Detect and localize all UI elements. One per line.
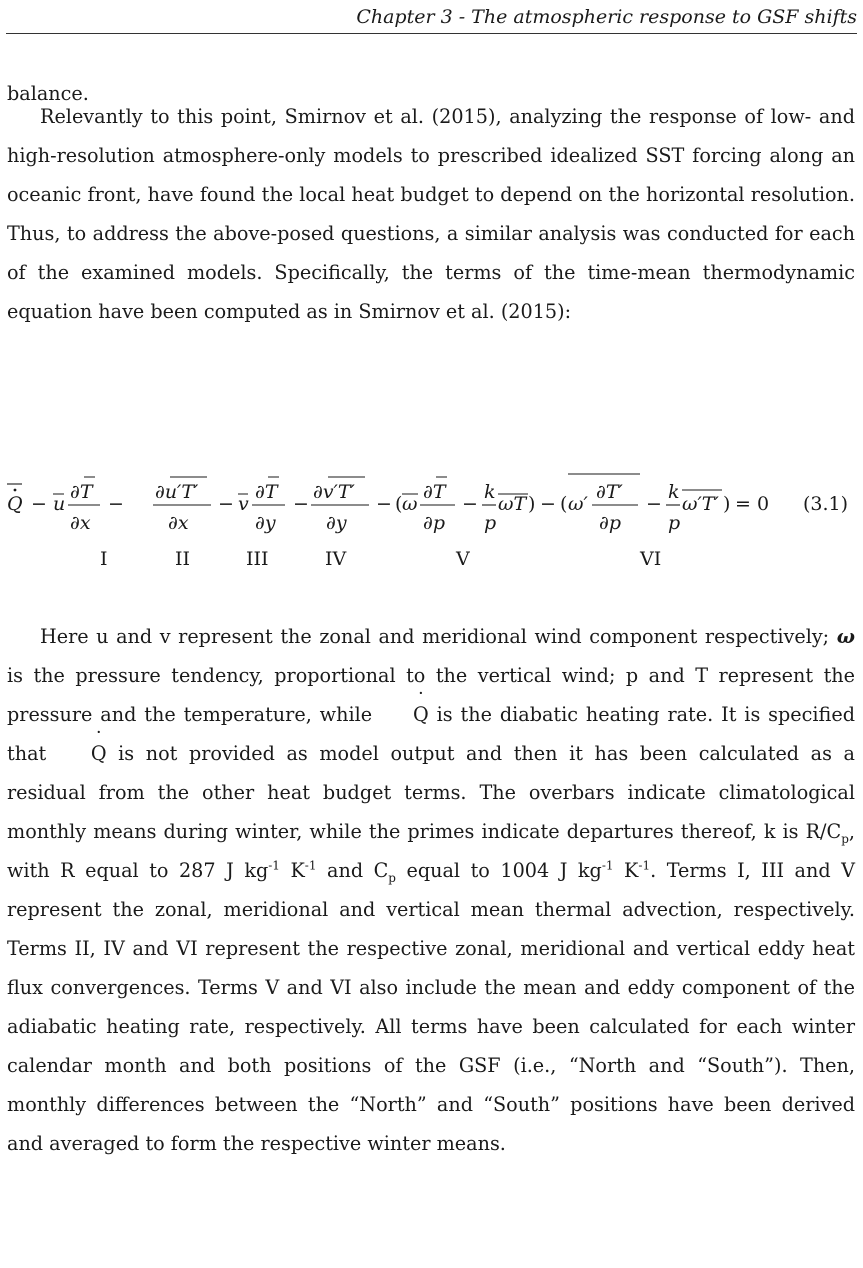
svg-text:∂v′T′: ∂v′T′	[313, 481, 355, 503]
svg-text:p: p	[668, 512, 681, 534]
svg-text:∂T: ∂T	[255, 481, 278, 503]
svg-text:Q: Q	[7, 493, 23, 515]
svg-text:∂u′T′: ∂u′T′	[155, 481, 199, 503]
term-label: III	[246, 548, 269, 570]
term-label: V	[456, 548, 470, 570]
svg-text:∂y: ∂y	[255, 512, 276, 534]
svg-text:∂T′: ∂T′	[596, 481, 623, 503]
svg-text:∂x: ∂x	[168, 512, 189, 534]
svg-text:ω′: ω′	[568, 493, 588, 515]
svg-text:ω′T′: ω′T′	[682, 493, 719, 515]
term-4	[311, 477, 392, 534]
term-label: I	[100, 548, 108, 570]
svg-text:−: −	[462, 493, 478, 515]
svg-text:∂p: ∂p	[599, 512, 621, 534]
paragraph-definitions	[7, 617, 855, 1163]
svg-text:ωT: ωT	[498, 493, 527, 515]
equation-3-1	[0, 470, 863, 600]
paragraph-text: Here u and v represent the zonal and meridional wind component respectively; ω is the pressure tendency, proportional to the vertical wind; p and T represent the pressure and the temperature, while ˙ Q is the diabatic heating rate. It is specified that ˙ Q is not provided as model output and then it has been calculated as a residual from the other heat budget terms. The overbars indicate climatological monthly means during winter, while the primes indicate departures thereof, k is $R/C_p$, with R equal to 287 J $kg^{-1}$ $K^{-1}$ and $C_p$ equal to 1004 J $kg^{-1}$ $K^{-1}$. Terms I, III and V represent the zonal, meridional and vertical mean thermal advection, respectively. Terms II, IV and VI represent the respective zonal, meridional and vertical eddy heat flux convergences. Terms V and VI also include the mean and eddy component of the adiabatic heating rate, respectively. All terms have been calculated for each winter calendar month and both positions of the GSF (i.e., “North and “South”). Then, monthly differences between the “North” and “South” positions have been derived and averaged to form the respective winter means.	[7, 617, 855, 1163]
term-label: II	[175, 548, 191, 570]
svg-text:∂p: ∂p	[423, 512, 445, 534]
svg-text:∂y: ∂y	[326, 512, 347, 534]
equation-number: (3.1)	[803, 493, 849, 515]
svg-text:u: u	[53, 493, 66, 515]
paragraph-intro	[7, 97, 855, 331]
equation-graphic	[0, 470, 863, 600]
svg-text:−: −	[218, 493, 234, 515]
svg-text:): )	[723, 493, 731, 515]
svg-text:v: v	[238, 493, 249, 515]
svg-text:(: (	[560, 493, 568, 515]
term-label: VI	[640, 548, 662, 570]
paragraph-text: balance.	[7, 82, 89, 105]
svg-text:∂T: ∂T	[423, 481, 446, 503]
svg-text:k: k	[484, 481, 496, 503]
term-5	[395, 477, 556, 534]
svg-text:−: −	[31, 493, 47, 515]
term-3	[238, 477, 309, 534]
term-1	[53, 477, 124, 534]
svg-text:p: p	[484, 512, 497, 534]
svg-text:): )	[528, 493, 536, 515]
svg-text:−: −	[293, 493, 309, 515]
svg-text:ω: ω	[402, 493, 418, 515]
svg-text:k: k	[668, 481, 680, 503]
svg-text:∂T: ∂T	[70, 481, 93, 503]
term-label: IV	[325, 548, 347, 570]
running-header: Chapter 3 - The atmospheric response to GSF shifts	[6, 6, 857, 34]
svg-text:−: −	[376, 493, 392, 515]
paragraph-text: Relevantly to this point, Smirnov et al. (2015), analyzing the response of low- and high-resolution atmosphere-only models to prescribed idealized SST forcing along an oceanic front, have found the local heat budget to depend on the horizontal resolution. Thus, to address the above-posed questions, a similar analysis was conducted for each of the examined models. Specifically, the terms of the time-mean thermodynamic equation have been computed as in Smirnov et al. (2015):	[7, 105, 855, 323]
svg-text:∂x: ∂x	[70, 512, 91, 534]
svg-text:−: −	[540, 493, 556, 515]
equation-rhs: = 0	[735, 493, 770, 515]
q-dot-symbol: ˙ Q	[58, 734, 107, 773]
svg-text:−: −	[646, 493, 662, 515]
svg-text:(: (	[395, 493, 403, 515]
term-6	[560, 474, 730, 534]
q-dot-symbol: ˙ Q	[380, 695, 429, 734]
term-qdot	[7, 484, 47, 515]
svg-text:−: −	[108, 493, 124, 515]
term-2	[153, 477, 234, 534]
